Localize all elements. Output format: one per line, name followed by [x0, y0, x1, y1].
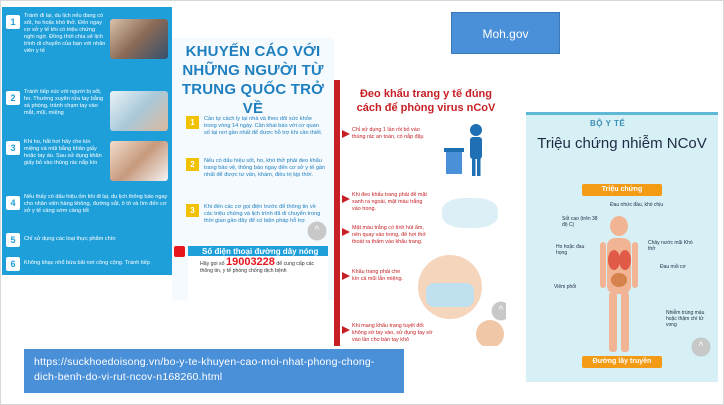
arrow-icon: [342, 195, 350, 203]
tip-text: Tránh tiếp xúc với người bị sốt, ho. Thường xuyên rửa tay bằng xà phòng, tránh chạm tay vào mắt, mũi, miệng: [24, 89, 104, 116]
poster-title: Đeo khẩu trang y tế đúng cách để phòng virus nCoV: [356, 88, 496, 114]
poster-title: Triệu chứng nhiễm NCoV: [537, 135, 707, 152]
sneezing-woman-image: [110, 141, 168, 181]
symptom-label: Chảy nước mũi Khó thở: [648, 240, 693, 252]
source-tag: Moh.gov: [451, 12, 560, 54]
poster-returnee-advice: [172, 38, 334, 300]
item-number: 6: [6, 257, 20, 271]
body-icon: [598, 216, 640, 356]
advice-text: Khi đến các cơ gọi điện trước để thông tin về các triệu chứng và lịch trình đã di chuyển trong thời gian gần đây để có biện pháp hỗ trợ.: [204, 204, 321, 224]
face-mask-illustration: [418, 255, 482, 319]
ministry-label: BỘ Y TẾ: [590, 119, 626, 128]
symptom-label: Viêm phổi: [554, 284, 577, 290]
symptom-label: Đau mỏi cơ: [660, 264, 686, 270]
poster-prevention-tips: [2, 7, 172, 275]
hotline-text: [200, 256, 325, 274]
poster-symptoms: [526, 112, 718, 382]
arrow-icon: [342, 326, 350, 334]
hotline-number: 19003228: [225, 256, 275, 268]
hotline-post: để cung cấp các thông tin, y tế phòng chống dịch bệnh: [200, 261, 315, 274]
trash-person-illustration: [436, 120, 496, 180]
hotline-box: [188, 246, 328, 300]
tip-text: Chỉ sử dụng các loại thực phẩm chín: [24, 236, 116, 242]
mask-instruction: Khi mang khẩu trang tuyệt đối không sờ tay vào, sử dụng tay sờ vào lần cho bàn tay khô: [352, 323, 433, 343]
tip-text: Nếu thấy có dấu hiệu ốm khi đi lại, du lịch thông báo ngay cho nhân viên hàng không, đường sắt, ô tô và tìm đến cơ sở y tế càng sớm càng tốt: [24, 194, 168, 214]
source-url[interactable]: https://suckhoedoisong.vn/bo-y-te-khuyen-cao-moi-nhat-phong-chong-dich-benh-do-vi-rut-ncov-n168260.html: [24, 349, 404, 393]
item-number: 1: [186, 116, 199, 129]
mask-illustration: [442, 198, 498, 228]
chevron-up-icon: ^: [698, 341, 704, 352]
mask-instruction: Khẩu trang phải che kín cả mũi lẫn miệng.: [352, 269, 403, 282]
hotline-pre: Hãy gọi số: [200, 261, 225, 267]
chevron-up-icon: ^: [314, 225, 320, 236]
human-body-illustration: [598, 216, 640, 356]
symptom-label: Nhiễm trùng máu hoặc thậm chí tử vong: [666, 310, 705, 328]
item-number: 1: [6, 15, 20, 29]
mask-instruction: Mặt màu trắng có tính hút ẩm, nên quay vào trong, để hơi thở thoát ra thấm vào khẩu trang.: [352, 225, 426, 245]
tip-text: Tránh đi lại, du lịch nếu đang có sốt, ho hoặc khó thở. Đến ngay cơ sở y tế khi có triệu chứng nghi ngờ. Đồng thời chia sẻ lịch trình di chuyển của bạn với nhân viên y tế: [24, 13, 106, 54]
arrow-icon: [342, 130, 350, 138]
person-illustration: [476, 320, 504, 346]
mask-instruction: Chỉ sử dụng 1 lần rồi bỏ vào thùng rác an toàn, có nắp đậy.: [352, 127, 425, 140]
scroll-up-button[interactable]: [492, 302, 506, 320]
top-bar: [526, 112, 718, 115]
symptoms-badge: Triệu chứng: [582, 184, 662, 196]
chevron-up-icon: ^: [498, 305, 504, 316]
tip-text: Khi ho, hắt hơi hãy che kín miệng và mũi bằng khăn giấy hoặc tay áo. Sau sử dụng khăn giấy bỏ vào thùng rác nắp kín: [24, 139, 102, 166]
tip-text: Không khạc nhổ bừa bãi nơi công cộng. Tránh tiếp: [24, 260, 150, 266]
symptom-label: Sốt cao (trên 38 độ C): [562, 216, 598, 228]
item-number: 2: [186, 158, 199, 171]
scroll-up-button[interactable]: [308, 222, 326, 240]
item-number: 5: [6, 233, 20, 247]
arrow-icon: [342, 272, 350, 280]
phone-icon: [174, 246, 185, 257]
symptom-label: Đau nhức đầu, khó chịu: [610, 202, 664, 208]
mask-shape: [426, 283, 474, 307]
item-number: 3: [186, 204, 199, 217]
transmission-badge: Đường lây truyền: [582, 356, 662, 368]
advice-text: Nếu có dấu hiệu sốt, ho, khó thở phải đeo khẩu trang bảo vệ, thông báo ngay đến cơ sở y tế gần nhất để được tư vấn, khám, điều trị kịp thời.: [204, 158, 326, 178]
mask-instruction: Khi đeo khẩu trang phải để mặt xanh ra ngoài, mặt màu trắng vào trong.: [352, 192, 427, 212]
symptom-label: Ho hoặc đau họng: [556, 244, 585, 256]
item-number: 3: [6, 141, 20, 155]
trash-bin-icon: [436, 120, 496, 180]
handwashing-image: [110, 91, 168, 131]
arrow-icon: [342, 228, 350, 236]
poster-title: KHUYẾN CÁO VỚI NHỮNG NGƯỜI TỪ TRUNG QUỐC TRỞ VỀ: [181, 43, 325, 117]
hotline-title: Số điện thoại đường dây nóng: [202, 247, 319, 256]
scroll-up-button[interactable]: [692, 338, 710, 356]
masked-people-image: [110, 19, 168, 59]
item-number: 2: [6, 91, 20, 105]
advice-text: Cần tự cách ly tại nhà và theo dõi sức khỏe trong vòng 14 ngày. Cần khai báo với cơ quan số tại nơi gần nhất để được hỗ trợ khi cần thiết.: [204, 116, 323, 136]
poster-mask-usage: [334, 80, 506, 346]
item-number: 4: [6, 196, 20, 210]
